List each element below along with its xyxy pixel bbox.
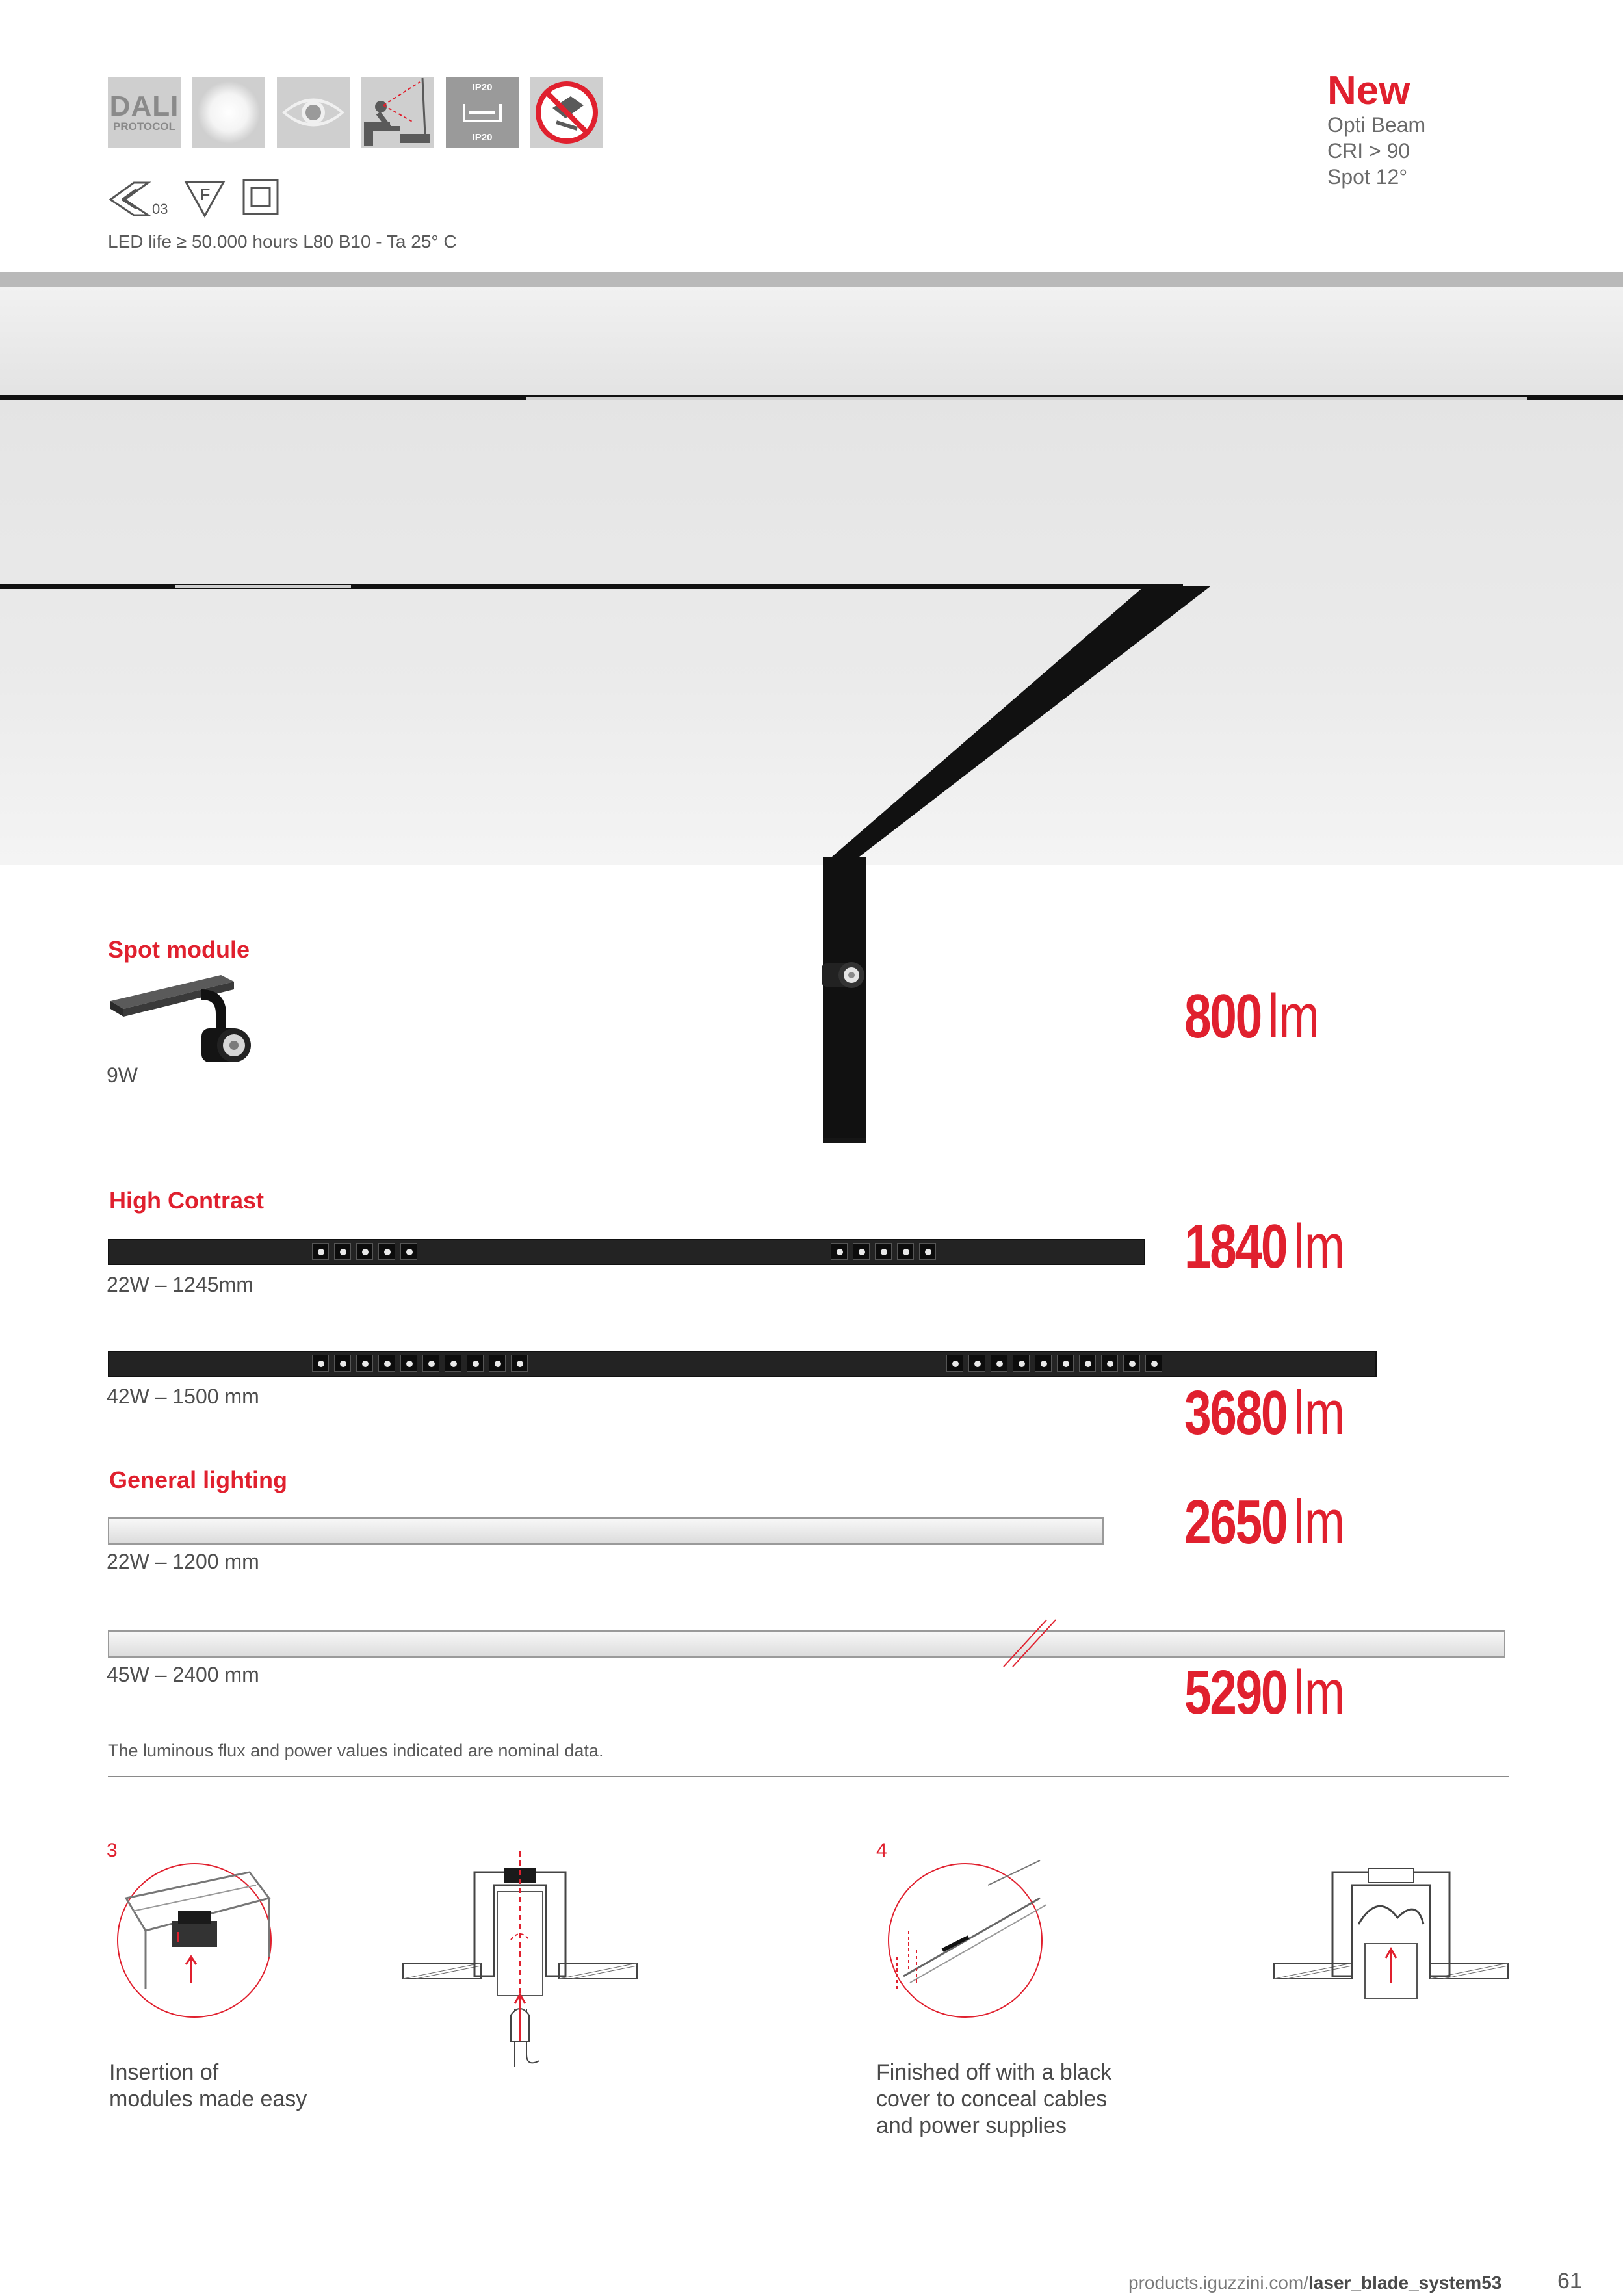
spot-head-overlay-icon: [816, 953, 868, 998]
f-mark-label: F: [200, 184, 211, 204]
led-cluster: [946, 1355, 1162, 1373]
lumen-value: 2650: [1184, 1487, 1287, 1557]
lumen-unit: lm: [1267, 982, 1319, 1051]
led-cell: [312, 1243, 329, 1260]
led-cell: [919, 1243, 936, 1260]
led-cell: [875, 1243, 892, 1260]
led-cell: [356, 1355, 373, 1372]
spot-module-title: Spot module: [108, 936, 250, 963]
high-contrast-bar-1245: [108, 1239, 1145, 1265]
certification-icons: [108, 77, 603, 148]
led-cell: [1079, 1355, 1096, 1372]
pendant-stem: [823, 865, 866, 1138]
led-cell: [946, 1355, 963, 1372]
led-cell: [991, 1355, 1007, 1372]
lumen-unit: lm: [1293, 1658, 1345, 1727]
led-cell: [511, 1355, 528, 1372]
module-insertion-section-image: [396, 1846, 643, 2067]
class-rating-label: 03: [152, 200, 168, 217]
high-contrast-caption: 42W – 1500 mm: [107, 1385, 259, 1408]
led-cell: [378, 1355, 395, 1372]
dali-icon: [108, 77, 181, 148]
led-cell: [853, 1243, 870, 1260]
step-caption-line: cover to conceal cables: [876, 2087, 1108, 2111]
general-lighting-title: General lighting: [109, 1467, 288, 1493]
led-cluster: [831, 1243, 936, 1261]
lumen-unit: lm: [1293, 1212, 1345, 1281]
new-feature-line: Opti Beam: [1327, 113, 1426, 137]
led-cluster: [312, 1243, 417, 1261]
new-feature-line: CRI > 90: [1327, 139, 1410, 163]
no-insulation-cover-icon: [530, 77, 603, 148]
f-mark-icon: [183, 179, 226, 218]
lumen-unit: lm: [1293, 1487, 1345, 1557]
cover-finish-detail-image: [877, 1859, 1053, 2022]
step-number: 4: [876, 1840, 887, 1861]
high-contrast-caption: 22W – 1245mm: [107, 1273, 253, 1296]
led-cell: [445, 1355, 461, 1372]
nominal-data-note: The luminous flux and power values indicated are nominal data.: [108, 1741, 604, 1760]
led-cell: [1145, 1355, 1162, 1372]
led-cell: [1057, 1355, 1074, 1372]
section-divider: [108, 1776, 1509, 1777]
led-cell: [489, 1355, 506, 1372]
lumen-value: 5290: [1184, 1658, 1287, 1727]
high-contrast-lumen: [1184, 1378, 1345, 1448]
ip20-bottom-label: IP20: [472, 132, 493, 143]
spot-module-lumen: [1184, 982, 1319, 1051]
spot-module-power: 9W: [107, 1063, 138, 1087]
dali-sublabel: PROTOCOL: [112, 120, 176, 133]
high-contrast-lumen: [1184, 1212, 1345, 1281]
led-cell: [334, 1243, 351, 1260]
general-lighting-caption: 45W – 2400 mm: [107, 1663, 259, 1686]
led-cell: [422, 1355, 439, 1372]
lumen-unit: lm: [1293, 1378, 1345, 1448]
led-cell: [467, 1355, 484, 1372]
new-feature-line: Spot 12°: [1327, 165, 1408, 189]
high-contrast-bar-1500: [108, 1351, 1377, 1377]
step-caption-line: and power supplies: [876, 2113, 1067, 2138]
step-number: 3: [107, 1840, 118, 1861]
lumen-value: 3680: [1184, 1378, 1287, 1448]
general-lighting-bar-2400: [108, 1630, 1505, 1658]
product-url-link[interactable]: [1128, 2273, 1501, 2293]
led-cell: [831, 1243, 848, 1260]
step-caption-line: Insertion of: [109, 2060, 219, 2085]
lumen-value: 800: [1184, 982, 1261, 1051]
dali-label: DALI: [109, 90, 179, 122]
general-lighting-lumen: [1184, 1487, 1345, 1557]
url-path: laser_blade_system53: [1308, 2273, 1502, 2293]
cover-finish-section-image: [1267, 1853, 1514, 2009]
led-cell: [378, 1243, 395, 1260]
led-cell: [356, 1243, 373, 1260]
class-rating-icon: [108, 180, 168, 218]
led-cell: [968, 1355, 985, 1372]
led-cell: [334, 1355, 351, 1372]
compliance-symbols: [108, 178, 279, 219]
led-cell: [400, 1355, 417, 1372]
led-cluster: [312, 1355, 528, 1373]
step-caption: [109, 2059, 307, 2113]
lumen-value: 1840: [1184, 1212, 1287, 1281]
led-cell: [1101, 1355, 1118, 1372]
step-caption-line: Finished off with a black: [876, 2060, 1112, 2085]
length-break-icon: [1001, 1617, 1059, 1669]
led-life-text: LED life ≥ 50.000 hours L80 B10 - Ta 25° C: [108, 231, 457, 252]
double-insulation-icon: [242, 178, 279, 219]
page-number: 61: [1557, 2269, 1582, 2293]
step-caption: [876, 2059, 1111, 2139]
general-lighting-bar-1200: [108, 1517, 1104, 1545]
ip20-top-label: IP20: [472, 82, 493, 93]
high-contrast-title: High Contrast: [109, 1187, 264, 1214]
led-cell: [1123, 1355, 1140, 1372]
led-cell: [897, 1243, 914, 1260]
module-insertion-detail-image: [107, 1859, 282, 2022]
general-lighting-lumen: [1184, 1658, 1345, 1727]
general-lighting-caption: 22W – 1200 mm: [107, 1550, 259, 1573]
url-prefix: products.iguzzini.com/: [1128, 2273, 1309, 2293]
new-badge-title: New: [1327, 68, 1410, 113]
led-cell: [400, 1243, 417, 1260]
spot-module-image: [104, 969, 253, 1073]
led-cell: [1013, 1355, 1030, 1372]
led-cell: [1035, 1355, 1052, 1372]
eye-comfort-icon: [277, 77, 350, 148]
anti-glare-icon: [361, 77, 434, 148]
step-caption-line: modules made easy: [109, 2087, 307, 2111]
diffuse-light-icon: [192, 77, 265, 148]
led-cell: [312, 1355, 329, 1372]
ip20-icon: [446, 77, 519, 148]
